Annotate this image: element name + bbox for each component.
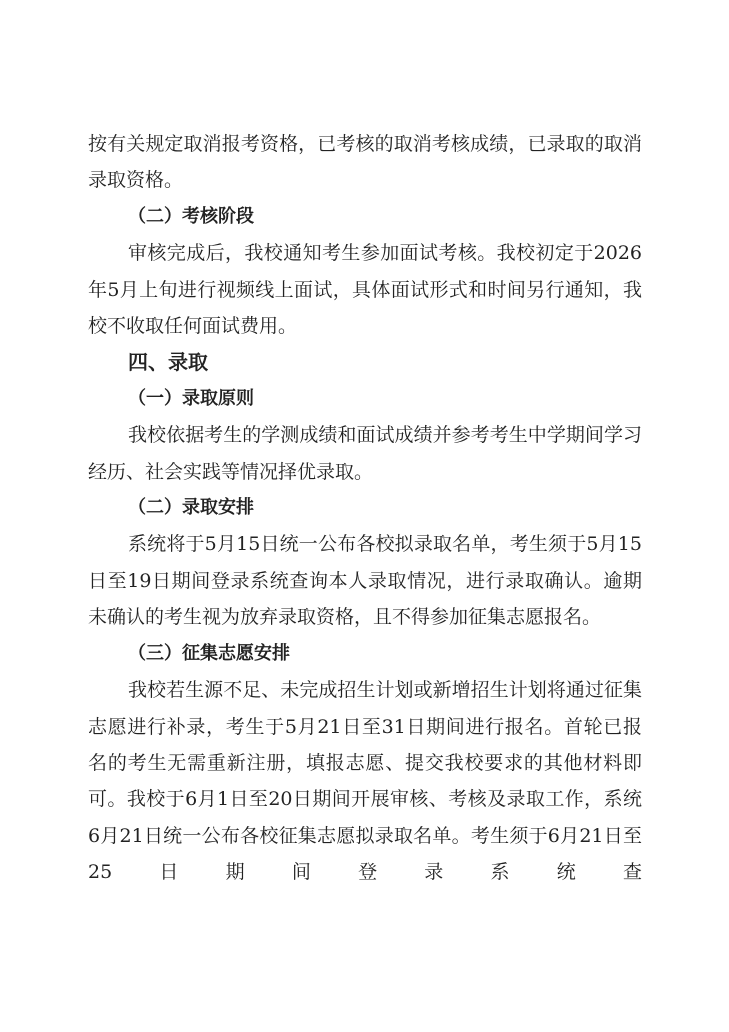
heading-supplementary-arrangement: （三）征集志愿安排	[128, 642, 290, 664]
heading-assessment-stage: （二）考核阶段	[128, 205, 254, 227]
paragraph-principle: 我校依据考生的学测成绩和面试成绩并参考考生中学期间学习经历、社会实践等情况择优录取。	[88, 424, 642, 483]
paragraph-arrangement: 系统将于5月15日统一公布各校拟录取名单，考生须于5月15日至19日期间登录系统查询本人录取情况，进行录取确认。逾期未确认的考生视为放弃录取资格，且不得参加征集志愿报名。	[88, 533, 642, 629]
heading-admission: 四、录取	[128, 350, 208, 375]
heading-admission-principle: （一）录取原则	[128, 387, 254, 409]
paragraph-disqualification: 按有关规定取消报考资格，已考核的取消考核成绩，已录取的取消录取资格。	[88, 133, 642, 192]
document-body	[88, 126, 642, 891]
heading-admission-arrangement: （二）录取安排	[128, 497, 254, 519]
paragraph-supplementary: 我校若生源不足、未完成招生计划或新增招生计划将通过征集志愿进行补录，考生于5月21日至31日期间进行报名。首轮已报名的考生无需重新注册，填报志愿、提交我校要求的其他材料即可。我校于6月1日至20日期间开展审核、考核及录取工作，系统6月21日统一公布各校征集志愿拟录取名单。考生须于6月21日至25日期间登录系统查	[88, 679, 642, 884]
paragraph-interview: 审核完成后，我校通知考生参加面试考核。我校初定于2026年5月上旬进行视频线上面试，具体面试形式和时间另行通知，我校不收取任何面试费用。	[88, 242, 642, 338]
